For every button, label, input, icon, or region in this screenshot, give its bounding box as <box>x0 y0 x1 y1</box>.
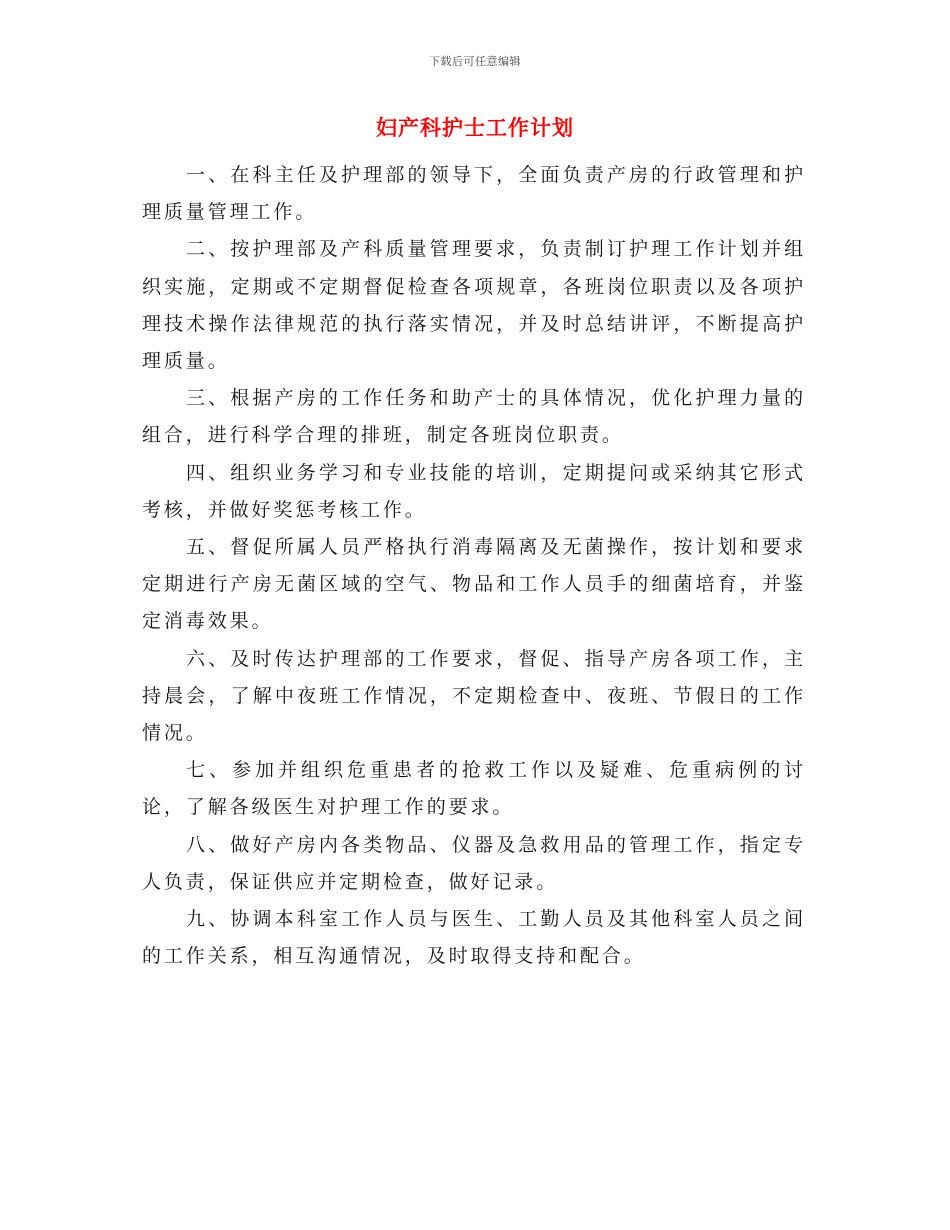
paragraph-7: 七、参加并组织危重患者的抢救工作以及疑难、危重病例的讨论，了解各级医生对护理工作的要求。 <box>142 759 806 819</box>
paragraph-2: 二、按护理部及产科质量管理要求，负责制订护理工作计划并组织实施，定期或不定期督促检查各项规章，各班岗位职责以及各项护理技术操作法律规范的执行落实情况，并及时总结讲评，不断提高护理质量。 <box>142 238 806 373</box>
paragraph-9: 九、协调本科室工作人员与医生、工勤人员及其他科室人员之间的工作关系，相互沟通情况，及时取得支持和配合。 <box>142 908 806 968</box>
document-body <box>142 157 806 975</box>
paragraph-4: 四、组织业务学习和专业技能的培训，定期提问或采纳其它形式考核，并做好奖惩考核工作。 <box>142 461 806 521</box>
paragraph-6: 六、及时传达护理部的工作要求，督促、指导产房各项工作，主持晨会，了解中夜班工作情况，不定期检查中、夜班、节假日的工作情况。 <box>142 647 806 745</box>
paragraph-5: 五、督促所属人员严格执行消毒隔离及无菌操作，按计划和要求定期进行产房无菌区域的空气、物品和工作人员手的细菌培育，并鉴定消毒效果。 <box>142 536 806 633</box>
paragraph-8: 八、做好产房内各类物品、仪器及急救用品的管理工作，指定专人负责，保证供应并定期检查，做好记录。 <box>142 833 806 893</box>
header-note: 下载后可任意编辑 <box>429 55 521 68</box>
paragraph-1: 一、在科主任及护理部的领导下，全面负责产房的行政管理和护理质量管理工作。 <box>142 164 806 224</box>
document-title: 妇产科护士工作计划 <box>376 115 574 140</box>
paragraph-3: 三、根据产房的工作任务和助产士的具体情况，优化护理力量的组合，进行科学合理的排班，制定各班岗位职责。 <box>142 387 806 447</box>
